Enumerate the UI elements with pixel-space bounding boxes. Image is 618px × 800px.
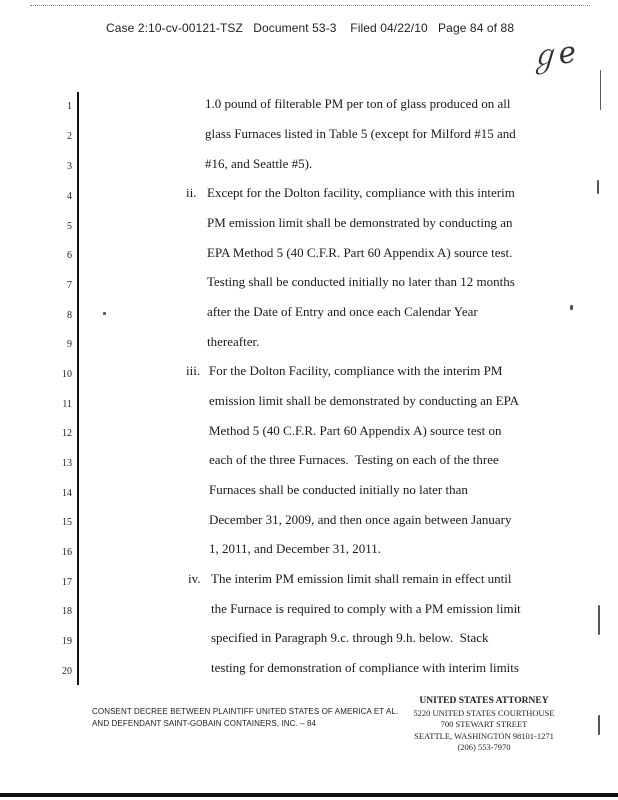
body-line: For the Dolton Facility, compliance with the interim PM <box>209 363 503 378</box>
body-line: Method 5 (40 C.F.R. Part 60 Appendix A) source test on <box>209 423 502 438</box>
body-line: the Furnace is required to comply with a PM emission limit <box>211 601 521 616</box>
body-line: specified in Paragraph 9.c. through 9.h. below. Stack <box>211 630 489 645</box>
line-number: 11 <box>62 399 72 410</box>
body-line: #16, and Seattle #5). <box>205 156 313 171</box>
line-number: 18 <box>62 606 72 617</box>
office-title: UNITED STATES ATTORNEY <box>419 696 549 706</box>
line-number: 9 <box>67 339 72 350</box>
line-number: 4 <box>67 191 72 202</box>
body-line: emission limit shall be demonstrated by conducting an EPA <box>209 393 520 408</box>
line-number: 8 <box>67 310 72 321</box>
line-number: 2 <box>67 131 72 142</box>
footer-caption-line: CONSENT DECREE BETWEEN PLAINTIFF UNITED STATES OF AMERICA ET AL. <box>92 707 399 716</box>
line-number: 5 <box>67 221 72 232</box>
line-number: 19 <box>62 636 72 647</box>
line-number: 16 <box>62 547 72 558</box>
pleading-left-rule <box>77 92 79 685</box>
line-number: 14 <box>62 488 72 499</box>
line-number: 3 <box>67 161 72 172</box>
bottom-border <box>0 793 618 797</box>
footer-caption <box>92 706 398 730</box>
office-address-line: 5220 UNITED STATES COURTHOUSE <box>413 707 555 718</box>
handwritten-initials: ℊe <box>526 34 579 77</box>
scan-speck <box>598 715 600 735</box>
case-header: Case 2:10-cv-00121-TSZ Document 53-3 Filed 04/22/10 Page 84 of 88 <box>106 21 515 35</box>
body-line: testing for demonstration of compliance with interim limits <box>211 660 519 675</box>
line-number: 13 <box>62 458 72 469</box>
body-line: 1.0 pound of filterable PM per ton of glass produced on all <box>205 96 511 111</box>
item-marker-ii: ii. <box>186 185 197 200</box>
body-line: each of the three Furnaces. Testing on each of the three <box>209 452 499 467</box>
line-number: 7 <box>67 280 72 291</box>
body-line: 1, 2011, and December 31, 2011. <box>209 541 381 556</box>
body-line: thereafter. <box>207 334 260 349</box>
line-number: 1 <box>67 101 72 112</box>
line-number: 17 <box>62 577 72 588</box>
scan-speck <box>103 312 106 315</box>
body-line: The interim PM emission limit shall remain in effect until <box>211 571 512 586</box>
body-line: EPA Method 5 (40 C.F.R. Part 60 Appendix A) source test. <box>207 245 513 260</box>
line-number: 15 <box>62 517 72 528</box>
body-line: Furnaces shall be conducted initially no later than <box>209 482 468 497</box>
office-address-line: 700 STEWART STREET <box>440 719 528 729</box>
line-number: 12 <box>62 428 72 439</box>
body-line: December 31, 2009, and then once again between January <box>209 512 512 527</box>
office-phone: (206) 553-7970 <box>457 742 511 752</box>
item-marker-iii: iii. <box>186 363 201 378</box>
body-line: Testing shall be conducted initially no later than 12 months <box>207 274 515 289</box>
line-number: 20 <box>62 666 72 677</box>
scan-noise-top <box>30 5 590 7</box>
body-line: Except for the Dolton facility, compliance with this interim <box>207 185 515 200</box>
item-marker-iv: iv. <box>188 571 201 586</box>
office-address-line: SEATTLE, WASHINGTON 98101-1271 <box>414 730 554 741</box>
scan-speck <box>597 180 599 194</box>
body-line: glass Furnaces listed in Table 5 (except for Milford #15 and <box>205 126 516 141</box>
line-number: 10 <box>62 369 72 380</box>
footer-caption-line: AND DEFENDANT SAINT-GOBAIN CONTAINERS, INC. – 84 <box>92 719 317 728</box>
scan-speck <box>600 70 601 110</box>
body-line: PM emission limit shall be demonstrated by conducting an <box>207 215 513 230</box>
us-attorney-block <box>406 696 562 754</box>
scan-speck <box>598 605 600 635</box>
line-number: 6 <box>67 250 72 261</box>
body-line: after the Date of Entry and once each Calendar Year <box>207 304 478 319</box>
scan-speck <box>570 305 573 310</box>
